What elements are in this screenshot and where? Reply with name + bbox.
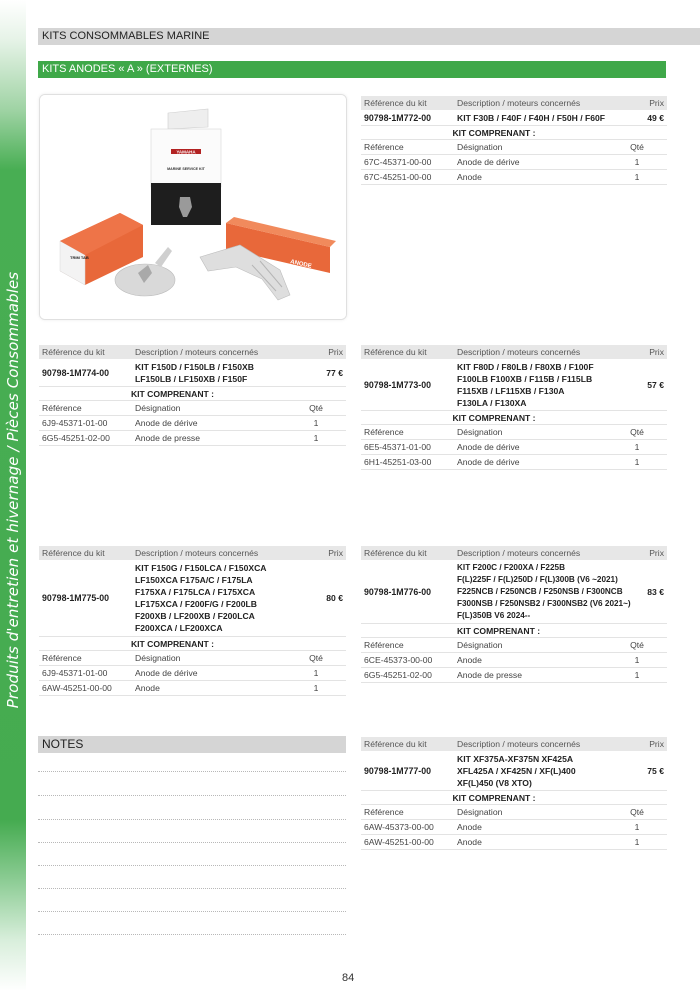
subcategory-header — [38, 61, 666, 78]
col-price: Prix — [649, 548, 664, 558]
part-row — [39, 416, 346, 431]
category-title: KITS CONSOMMABLES MARINE — [42, 30, 210, 42]
col-kit-ref: Référence du kit — [364, 98, 427, 108]
col-description: Description / moteurs concernés — [457, 739, 581, 749]
part-qty: 1 — [634, 457, 640, 467]
part-ref: 6AW-45251-00-00 — [364, 837, 434, 847]
kit-includes-label — [361, 791, 667, 805]
kit-price: 80 € — [326, 593, 343, 603]
kit-ref: 90798-1M777-00 — [364, 765, 432, 776]
description-line: F200XB / LF200XB / F200LCA — [135, 611, 255, 621]
kit-row — [39, 359, 346, 387]
kit-description — [457, 561, 641, 623]
description-line: F225NCB / F250NCB / F250NSB / F300NCB — [457, 586, 623, 596]
kit-description — [135, 561, 310, 635]
part-qty: 1 — [313, 668, 319, 678]
part-ref: 6G5-45251-02-00 — [364, 670, 432, 680]
part-qty: 1 — [634, 822, 640, 832]
kit-description — [457, 111, 631, 125]
description-line: F(L)225F / F(L)250D / F(L)300B (V6 ~2021) — [457, 574, 618, 584]
col-description: Description / moteurs concernés — [135, 548, 259, 558]
description-line: KIT F150D / F150LB / F150XB — [135, 361, 254, 372]
col-price: Prix — [328, 548, 343, 558]
col-price: Prix — [649, 739, 664, 749]
col-designation: Désignation — [135, 403, 181, 413]
kit-price: 77 € — [326, 367, 343, 378]
note-line[interactable] — [38, 771, 346, 772]
page-number: 84 — [342, 972, 355, 984]
col-description: Description / moteurs concernés — [457, 347, 581, 357]
table-header-row — [361, 737, 667, 751]
note-line[interactable] — [38, 888, 346, 889]
subcategory-title: KITS ANODES « A » (EXTERNES) — [42, 63, 213, 75]
part-qty: 1 — [313, 418, 319, 428]
kit-price: 75 € — [647, 765, 664, 776]
part-designation: Anode de dérive — [457, 457, 520, 467]
part-qty: 1 — [634, 172, 640, 182]
description-line: XFL425A / XF425N / XF(L)400 — [457, 765, 576, 776]
svg-text:ANODE: ANODE — [289, 259, 313, 270]
part-ref: 6G5-45251-02-00 — [42, 433, 110, 443]
part-row — [361, 170, 667, 185]
part-row — [361, 668, 667, 683]
part-row — [39, 431, 346, 446]
part-row — [39, 666, 346, 681]
product-image — [39, 94, 347, 320]
table-header-row — [361, 96, 667, 110]
col-kit-ref: Référence du kit — [42, 548, 105, 558]
note-line[interactable] — [38, 795, 346, 796]
svg-text:YAMAHA: YAMAHA — [176, 149, 196, 155]
description-line: F130LA / F130XA — [457, 397, 527, 408]
part-qty: 1 — [634, 655, 640, 665]
part-ref: 6H1-45251-03-00 — [364, 457, 432, 467]
kit-row — [361, 110, 667, 126]
parts-header-row — [39, 401, 346, 416]
kit-table-1m773 — [361, 345, 667, 470]
kit-price: 49 € — [647, 112, 664, 123]
col-qty: Qté — [309, 653, 323, 663]
description-line: XF(L)450 (V8 XTO) — [457, 777, 532, 788]
part-row — [361, 440, 667, 455]
description-line: KIT F30B / F40F / F40H / F50H / F60F — [457, 112, 606, 123]
part-designation: Anode — [457, 172, 482, 182]
part-row — [361, 820, 667, 835]
part-ref: 6E5-45371-01-00 — [364, 442, 431, 452]
col-ref: Référence — [42, 653, 82, 663]
part-qty: 1 — [634, 157, 640, 167]
col-designation: Désignation — [457, 640, 503, 650]
part-designation: Anode — [457, 822, 482, 832]
parts-header-row — [361, 140, 667, 155]
col-ref: Référence — [364, 427, 404, 437]
kit-row — [361, 751, 667, 791]
kit-includes-text: KIT COMPRENANT : — [130, 388, 215, 399]
kit-price: 57 € — [647, 379, 664, 390]
part-ref: 67C-45251-00-00 — [364, 172, 432, 182]
part-row — [361, 835, 667, 850]
part-qty: 1 — [634, 670, 640, 680]
part-qty: 1 — [313, 433, 319, 443]
sidebar-band — [0, 0, 26, 991]
col-designation: Désignation — [135, 653, 181, 663]
part-row — [361, 155, 667, 170]
kit-table-1m774 — [39, 345, 346, 446]
part-designation: Anode — [135, 683, 160, 693]
col-kit-ref: Référence du kit — [42, 347, 105, 357]
kit-description — [457, 752, 631, 790]
category-header — [38, 28, 700, 45]
kit-includes-label — [39, 387, 346, 401]
kit-table-1m775 — [39, 546, 346, 696]
kit-ref: 90798-1M776-00 — [364, 586, 432, 597]
kit-includes-text: KIT COMPRENANT : — [457, 625, 541, 636]
note-line[interactable] — [38, 911, 346, 912]
kit-row — [361, 359, 667, 411]
kit-price: 83 € — [647, 586, 664, 597]
description-line: F115XB / LF115XB / F130A — [457, 385, 565, 396]
table-header-row — [39, 546, 346, 560]
product-photo-icon — [40, 95, 346, 319]
col-ref: Référence — [364, 640, 404, 650]
description-line: KIT F200C / F200XA / F225B — [457, 562, 565, 572]
parts-header-row — [361, 805, 667, 820]
kit-description — [135, 360, 310, 386]
part-designation: Anode de dérive — [135, 668, 198, 678]
col-qty: Qté — [630, 427, 644, 437]
part-ref: 6CE-45373-00-00 — [364, 655, 433, 665]
part-row — [361, 653, 667, 668]
description-line: LF175XCA / F200F/G / F200LB — [135, 599, 257, 609]
notes-header — [38, 736, 346, 753]
part-qty: 1 — [634, 837, 640, 847]
description-line: F175XA / F175LCA / F175XCA — [135, 587, 256, 597]
svg-text:MARINE SERVICE KIT: MARINE SERVICE KIT — [167, 167, 205, 171]
description-line: KIT F150G / F150LCA / F150XCA — [135, 563, 267, 573]
table-header-row — [361, 345, 667, 359]
part-ref: 67C-45371-00-00 — [364, 157, 432, 167]
sidebar-section-label: Produits d'entretien et hivernage / Pièces Consommables — [4, 271, 22, 709]
kit-ref: 90798-1M772-00 — [364, 112, 432, 123]
kit-description — [457, 360, 631, 410]
col-kit-ref: Référence du kit — [364, 548, 427, 558]
description-line: LF150LB / LF150XB / F150F — [135, 373, 248, 384]
part-designation: Anode de presse — [457, 670, 522, 680]
description-line: F(L)350B V6 2024-- — [457, 610, 531, 620]
col-ref: Référence — [364, 807, 404, 817]
col-designation: Désignation — [457, 427, 503, 437]
part-qty: 1 — [313, 683, 319, 693]
col-price: Prix — [328, 347, 343, 357]
col-kit-ref: Référence du kit — [364, 739, 427, 749]
col-qty: Qté — [630, 807, 644, 817]
part-row — [361, 455, 667, 470]
col-ref: Référence — [42, 403, 82, 413]
col-qty: Qté — [309, 403, 323, 413]
parts-header-row — [361, 638, 667, 653]
part-ref: 6J9-45371-01-00 — [42, 418, 108, 428]
part-designation: Anode de dérive — [457, 442, 520, 452]
description-line: LF150XCA F175A/C / F175LA — [135, 575, 253, 585]
parts-header-row — [39, 651, 346, 666]
kit-row — [361, 560, 667, 624]
svg-text:TRIM TAB: TRIM TAB — [70, 255, 89, 260]
col-qty: Qté — [630, 142, 644, 152]
kit-row — [39, 560, 346, 637]
description-line: KIT XF375A-XF375N XF425A — [457, 753, 574, 764]
note-line[interactable] — [38, 819, 346, 820]
col-ref: Référence — [364, 142, 404, 152]
kit-includes-label — [361, 411, 667, 425]
kit-includes-label — [39, 637, 346, 651]
description-line: F200XCA / LF200XCA — [135, 623, 223, 633]
col-designation: Désignation — [457, 807, 503, 817]
description-line: KIT F80D / F80LB / F80XB / F100F — [457, 361, 594, 372]
kit-ref: 90798-1M775-00 — [42, 593, 110, 603]
part-ref: 6AW-45251-00-00 — [42, 683, 112, 693]
kit-ref: 90798-1M773-00 — [364, 379, 432, 390]
col-description: Description / moteurs concernés — [457, 98, 581, 108]
kit-table-1m777 — [361, 737, 667, 850]
part-designation: Anode de dérive — [135, 418, 198, 428]
kit-includes-label — [361, 624, 667, 638]
parts-header-row — [361, 425, 667, 440]
note-line[interactable] — [38, 865, 346, 866]
description-line: F300NSB / F250NSB2 / F300NSB2 (V6 2021~) — [457, 598, 631, 608]
kit-table-1m772 — [361, 96, 667, 185]
note-line[interactable] — [38, 934, 346, 935]
part-designation: Anode de dérive — [457, 157, 520, 167]
col-price: Prix — [649, 98, 664, 108]
kit-ref: 90798-1M774-00 — [42, 367, 110, 378]
part-designation: Anode de presse — [135, 433, 200, 443]
part-ref: 6AW-45373-00-00 — [364, 822, 434, 832]
kit-table-1m776 — [361, 546, 667, 683]
col-designation: Désignation — [457, 142, 503, 152]
kit-includes-text: KIT COMPRENANT : — [452, 127, 536, 138]
col-kit-ref: Référence du kit — [364, 347, 427, 357]
table-header-row — [39, 345, 346, 359]
part-ref: 6J9-45371-01-00 — [42, 668, 108, 678]
table-header-row — [361, 546, 667, 560]
part-row — [39, 681, 346, 696]
part-qty: 1 — [634, 442, 640, 452]
note-line[interactable] — [38, 842, 346, 843]
kit-includes-text: KIT COMPRENANT : — [130, 638, 215, 649]
part-designation: Anode — [457, 837, 482, 847]
col-qty: Qté — [630, 640, 644, 650]
description-line: F100LB F100XB / F115B / F115LB — [457, 373, 593, 384]
part-designation: Anode — [457, 655, 482, 665]
kit-includes-label — [361, 126, 667, 140]
col-description: Description / moteurs concernés — [135, 347, 259, 357]
col-description: Description / moteurs concernés — [457, 548, 581, 558]
col-price: Prix — [649, 347, 664, 357]
notes-title: NOTES — [42, 737, 84, 751]
kit-includes-text: KIT COMPRENANT : — [452, 792, 536, 803]
kit-includes-text: KIT COMPRENANT : — [452, 412, 536, 423]
